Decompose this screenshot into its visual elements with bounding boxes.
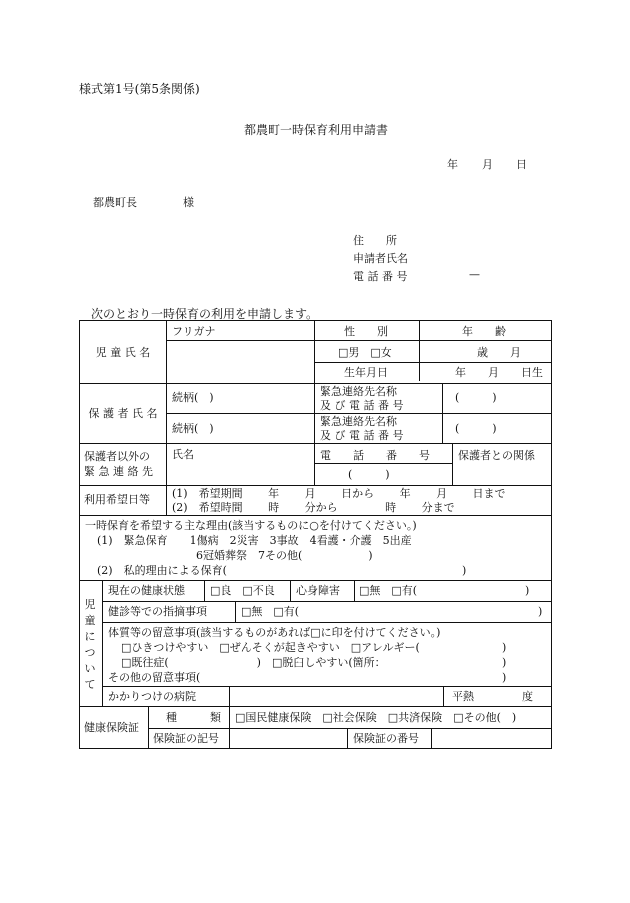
- temperature-label: 平熱: [452, 690, 474, 703]
- desired-dates-label: 利用希望日等: [84, 493, 150, 506]
- reasons-emergency: (1) 緊急保育 1傷病 2災害 3事故 4看護・介護 5出産: [97, 534, 412, 547]
- label-char: 童: [84, 614, 96, 627]
- child-section-label: [83, 597, 97, 693]
- date-year: 年: [447, 158, 458, 171]
- date-month: 月: [482, 158, 493, 171]
- insurance-label: 健康保険証: [84, 721, 139, 734]
- other-contact-label-2: 緊 急 連 絡 先: [84, 465, 153, 478]
- applicant-phone-dash: —: [469, 268, 480, 281]
- divider: [79, 580, 552, 581]
- emergency-name-label-1: 緊急連絡先名称: [320, 385, 397, 398]
- divider: [79, 485, 552, 486]
- addressee-name: 都農町長: [93, 196, 137, 209]
- divider: [166, 320, 167, 443]
- divider: [314, 320, 315, 443]
- desired-time: (2) 希望時間 時 分から 時 分まで: [172, 501, 455, 514]
- health-options[interactable]: □良 □不良: [210, 584, 275, 597]
- divider: [431, 728, 432, 749]
- temperature-unit: 度: [522, 690, 533, 703]
- guardian-relation-1: 続柄( ): [172, 391, 214, 404]
- divider: [314, 463, 452, 464]
- guardian-relation-2: 続柄( ): [172, 422, 214, 435]
- emergency-phone-label-1: 及 び 電 話 番 号: [320, 399, 404, 412]
- label-char: つ: [84, 646, 96, 659]
- other-contact-phone-paren: ( ): [348, 468, 390, 481]
- notes-header: 体質等の留意事項(該当するものがあれば□に印を付けてください。): [108, 626, 441, 639]
- insurance-type-label: 種 類: [166, 711, 221, 724]
- disability-label: 心身障害: [296, 584, 340, 597]
- insurance-sign-label: 保険証の記号: [153, 732, 219, 745]
- divider: [442, 383, 443, 443]
- divider: [79, 443, 552, 444]
- emergency-name-label-2: 緊急連絡先名称: [320, 415, 397, 428]
- divider: [235, 601, 236, 622]
- divider: [314, 443, 315, 485]
- reasons-private: (2) 私的理由による保育(: [97, 564, 227, 577]
- divider: [354, 580, 355, 601]
- desired-period: (1) 希望期間 年 月 日から 年 月 日まで: [172, 487, 506, 500]
- divider: [102, 601, 552, 602]
- notes-line-2[interactable]: □既往症( ) □脱臼しやすい(箇所：: [121, 656, 386, 669]
- insurance-type-options[interactable]: □国民健康保険 □社会保険 □共済保険 □その他( ): [235, 711, 517, 724]
- label-char: い: [84, 662, 96, 675]
- divider: [148, 728, 552, 729]
- divider: [314, 362, 552, 363]
- divider: [443, 686, 444, 706]
- sex-options[interactable]: □男 □女: [338, 346, 392, 359]
- label-char: に: [84, 630, 96, 643]
- dob-value: 年 月 日生: [455, 366, 543, 379]
- applicant-name-label: 申請者氏名: [353, 252, 408, 265]
- applicant-address-label: 住 所: [353, 234, 397, 247]
- reasons-emergency-2: 6冠婚葬祭 7その他( ): [196, 549, 373, 562]
- emergency-phone-paren-1: ( ): [455, 391, 497, 404]
- other-contact-name-label: 氏名: [172, 448, 194, 461]
- form-number: 様式第1号(第5条関係): [79, 82, 200, 96]
- divider: [290, 580, 291, 601]
- checkup-options[interactable]: □無 □有(: [241, 605, 300, 618]
- divider: [204, 580, 205, 601]
- other-contact-phone-label: 電 話 番 号: [320, 449, 430, 462]
- disability-options[interactable]: □無 □有(: [359, 584, 418, 597]
- notes-close-2: ): [502, 656, 507, 669]
- intro-text: 次のとおり一時保育の利用を申請します。: [91, 307, 319, 321]
- divider: [79, 515, 552, 516]
- notes-line-3: その他の留意事項(: [108, 671, 201, 684]
- divider: [314, 340, 552, 341]
- addressee-sama: 様: [183, 196, 194, 209]
- checkup-label: 健診等での指摘事項: [108, 605, 207, 618]
- divider: [166, 340, 314, 341]
- divider: [166, 413, 552, 414]
- divider: [102, 686, 552, 687]
- sex-label: 性 別: [344, 325, 388, 338]
- health-label: 現在の健康状態: [108, 584, 185, 597]
- emergency-phone-label-2: 及 び 電 話 番 号: [320, 429, 404, 442]
- divider: [102, 622, 552, 623]
- furigana-label: フリガナ: [172, 325, 216, 338]
- hospital-label: かかりつけの病院: [108, 690, 196, 703]
- divider: [347, 728, 348, 749]
- emergency-phone-paren-2: ( ): [455, 422, 497, 435]
- notes-close-3: ): [502, 671, 507, 684]
- child-name-label: 児 童 氏 名: [95, 346, 151, 359]
- date-day: 日: [516, 158, 527, 171]
- guardian-name-label: 保 護 者 氏 名: [88, 407, 158, 420]
- age-value: 歳 月: [477, 346, 521, 359]
- divider: [229, 686, 230, 706]
- applicant-phone-label: 電 話 番 号: [353, 270, 408, 283]
- other-contact-relation-label: 保護者との関係: [458, 449, 535, 462]
- notes-line-1[interactable]: □ひきつけやすい □ぜんそくが起きやすい □アレルギー(: [121, 641, 420, 654]
- age-label: 年 齢: [462, 325, 506, 338]
- insurance-number-label: 保険証の番号: [353, 732, 419, 745]
- checkup-close: ): [538, 605, 543, 618]
- page-title: 都農町一時保育利用申請書: [244, 123, 389, 137]
- disability-close: ): [525, 584, 530, 597]
- other-contact-label-1: 保護者以外の: [84, 450, 150, 463]
- label-char: て: [84, 678, 96, 691]
- reasons-header: 一時保育を希望する主な理由(該当するものに○を付けてください。): [85, 519, 417, 532]
- divider: [79, 706, 552, 707]
- divider: [419, 320, 420, 381]
- divider: [452, 443, 453, 485]
- dob-label: 生年月日: [344, 366, 388, 379]
- label-char: 児: [84, 598, 96, 611]
- divider: [166, 443, 167, 515]
- notes-close-1: ): [502, 641, 507, 654]
- divider: [102, 580, 103, 706]
- reasons-private-close: ): [462, 564, 467, 577]
- divider: [79, 383, 552, 384]
